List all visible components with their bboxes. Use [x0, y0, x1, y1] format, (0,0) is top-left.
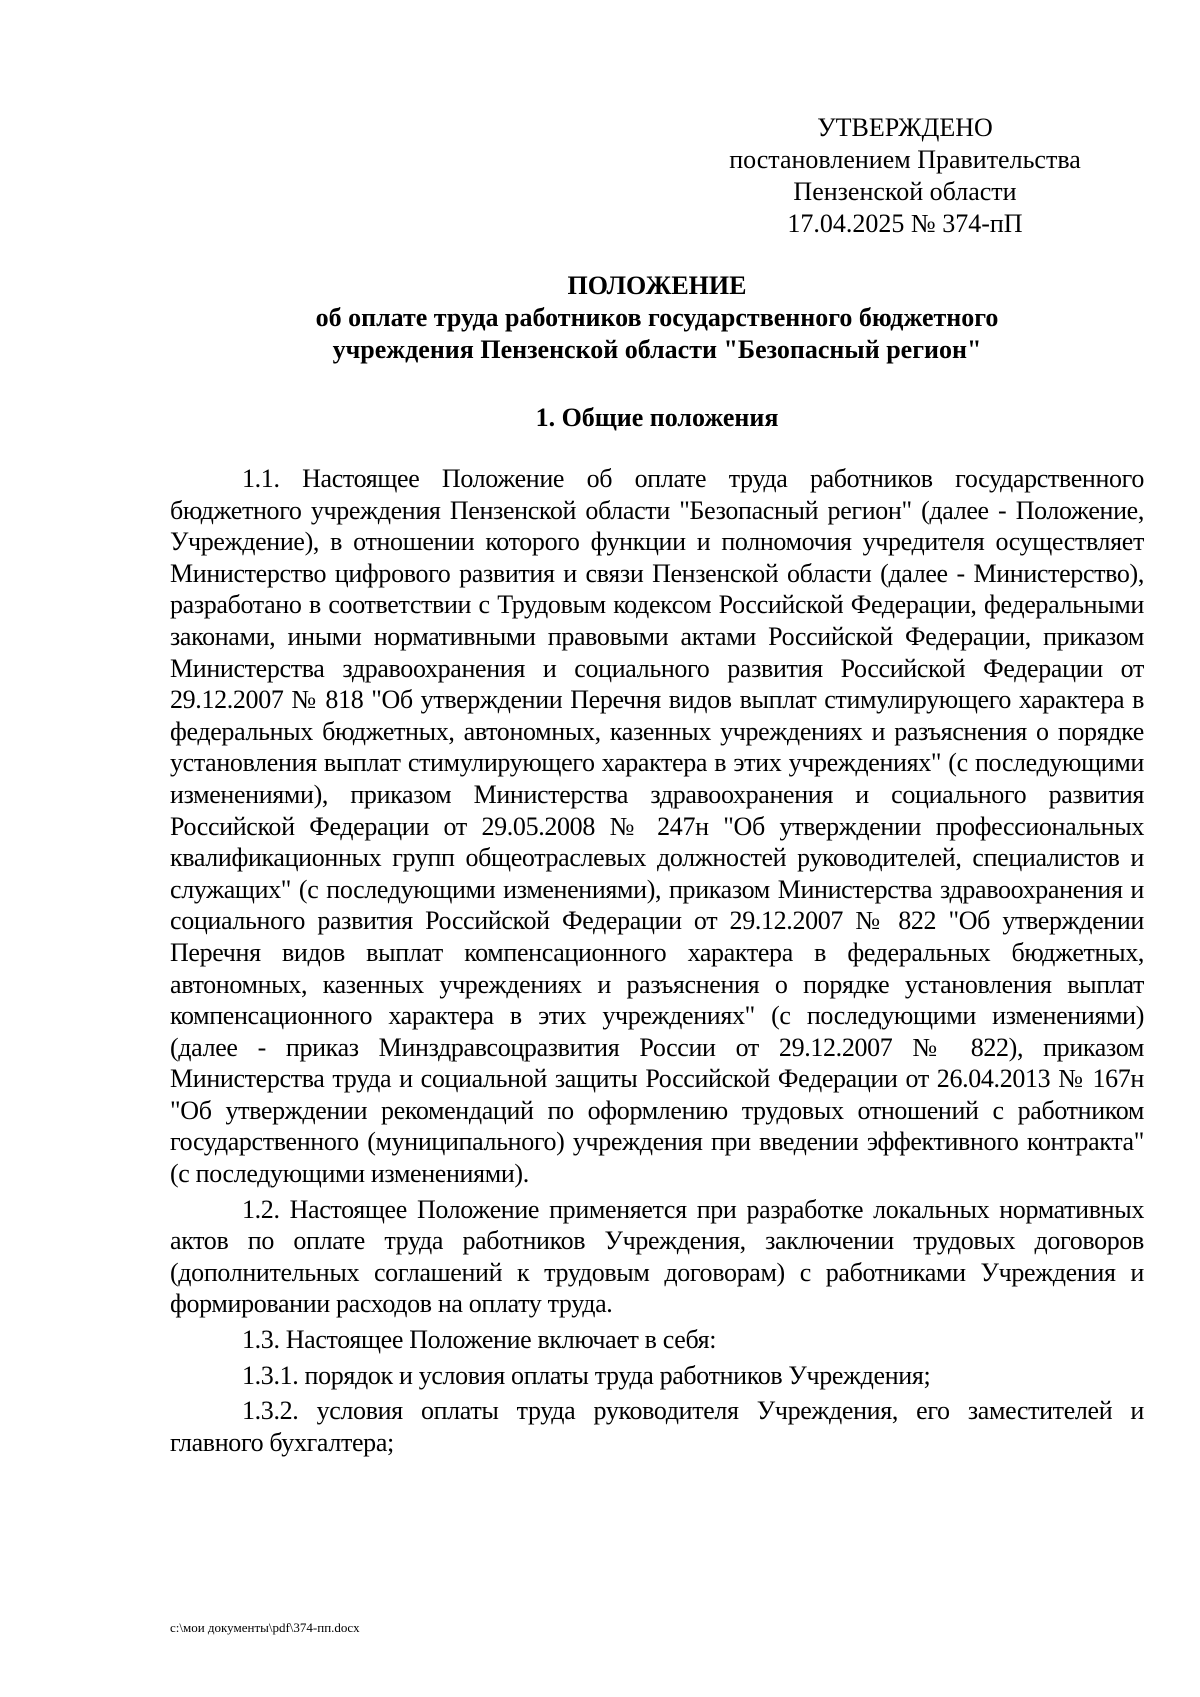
approval-line-approved: УТВЕРЖДЕНО [817, 113, 993, 142]
paragraph-1-1: 1.1. Настоящее Положение об оплате труда работников государственного бюджетного учреждения Пензенской области "Безопасный регион" (далее - Положение, Учреждение), в отношении которого функции и полномочия учредителя осуществляет Министерство цифрового развития и связи Пензенской области (далее - Министерство), разработано в соответствии с Трудовым кодексом Российской Федерации, федеральными законами, иными нормативными правовыми актами Российской Федерации, приказом Министерства здравоохранения и социального развития Российской Федерации от 29.12.2007 № 818 "Об утверждении Перечня видов выплат стимулирующего характера в федеральных бюджетных, автономных, казенных учреждениях и разъяснения о порядке установления выплат стимулирующего характера в этих учреждениях" (с последующими изменениями), приказом Министерства здравоохранения и социального развития Российской Федерации от 29.05.2008 № 247н "Об утверждении профессиональных квалификационных групп общеотраслевых должностей руководителей, специалистов и служащих" (с последующими изменениями), приказом Министерства здравоохранения и социального развития Российской Федерации от 29.12.2007 № 822 "Об утверждении Перечня видов выплат компенсационного характера в федеральных бюджетных, автономных, казенных учреждениях и разъяснения о порядке установления выплат компенсационного характера в этих учреждениях" (с последующими изменениями) (далее - приказ Минздравсоцразвития России от 29.12.2007 № 822), приказом Министерства труда и социальной защиты Российской Федерации от 26.04.2013 № 167н "Об утверждении рекомендаций по оформлению трудовых отношений с работником государственного (муниципального) учреждения при введении эффективного контракта" (с последующими изменениями). [170, 464, 1144, 1189]
title-line-3: учреждения Пензенской области "Безопасный регион" [332, 335, 982, 364]
approval-line-resolution: постановлением Правительства [729, 145, 1081, 174]
paragraph-1-3-2: 1.3.2. условия оплаты труда руководителя Учреждения, его заместителей и главного бухгалтера; [170, 1396, 1144, 1457]
section-body [170, 463, 1144, 1462]
paragraph-1-3-1: 1.3.1. порядок и условия оплаты труда работников Учреждения; [242, 1360, 931, 1390]
paragraph-1-2: 1.2. Настоящее Положение применяется при разработке локальных нормативных актов по оплате труда работников Учреждения, заключении трудовых договоров (дополнительных соглашений к трудовым договорам) с работниками Учреждения и формировании расходов на оплату труда. [170, 1194, 1144, 1319]
document-title [170, 270, 1144, 366]
approval-line-region: Пензенской области [793, 177, 1017, 206]
title-line-2: об оплате труда работников государственного бюджетного [315, 303, 999, 332]
paragraph-1-3: 1.3. Настоящее Положение включает в себя: [242, 1325, 717, 1355]
footer-file-path: c:\мои документы\pdf\374-пп.docx [170, 1620, 360, 1635]
approval-line-date-number: 17.04.2025 № 374-пП [787, 209, 1023, 238]
approval-stamp [720, 112, 1090, 240]
title-line-1: ПОЛОЖЕНИЕ [567, 271, 747, 300]
section-heading: 1. Общие положения [535, 403, 779, 432]
